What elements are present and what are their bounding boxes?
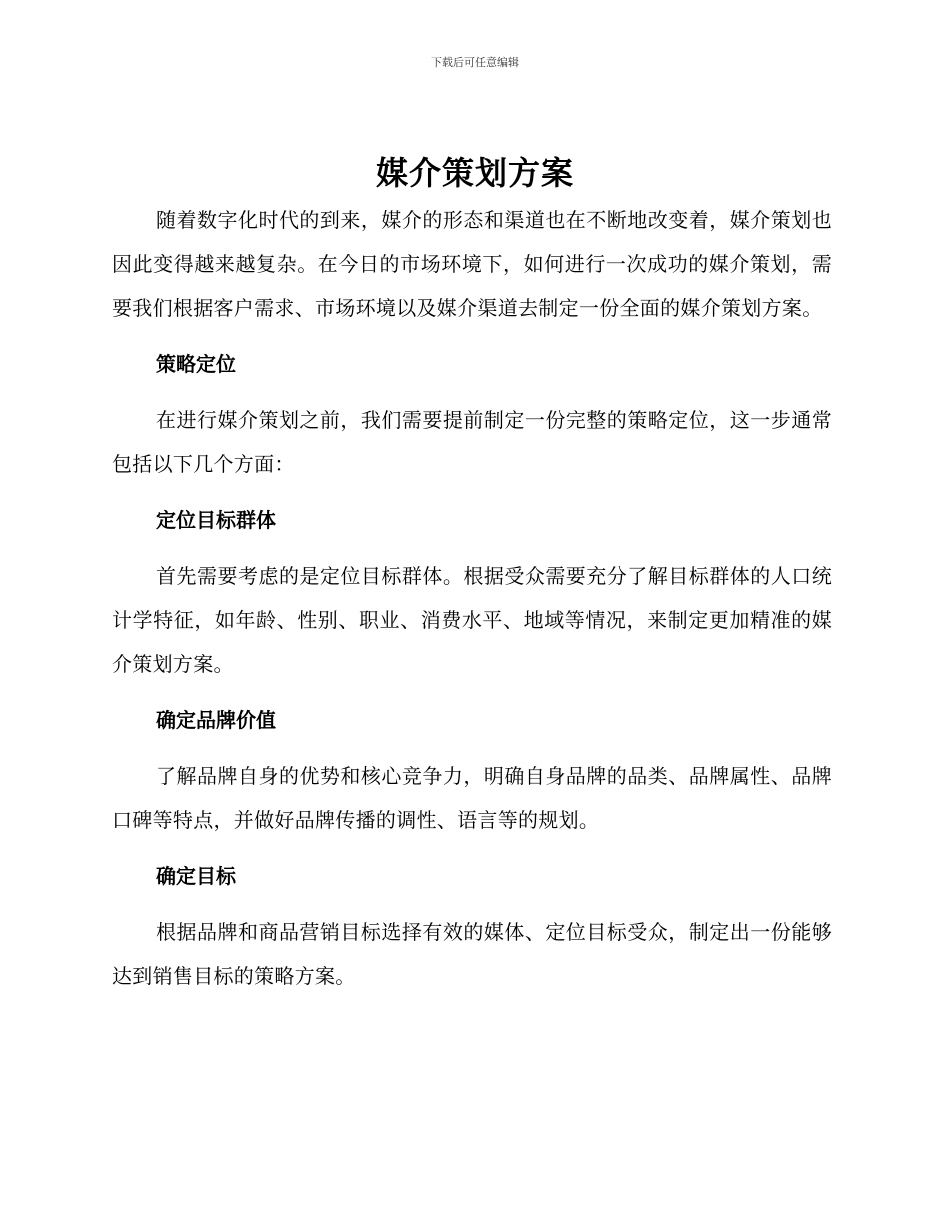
document-title: 媒介策划方案 bbox=[375, 154, 574, 192]
section-paragraph: 在进行媒介策划之前，我们需要提前制定一份完整的策略定位，这一步通常包括以下几个方面： bbox=[112, 408, 832, 476]
section-heading: 定位目标群体 bbox=[156, 508, 276, 532]
section-paragraph: 首先需要考虑的是定位目标群体。根据受众需要充分了解目标群体的人口统计学特征，如年龄、性别、职业、消费水平、地域等情况，来制定更加精准的媒介策划方案。 bbox=[112, 564, 832, 676]
section-paragraph: 了解品牌自身的优势和核心竞争力，明确自身品牌的品类、品牌属性、品牌口碑等特点，并做好品牌传播的调性、语言等的规划。 bbox=[112, 764, 832, 832]
section-heading: 确定目标 bbox=[156, 864, 236, 888]
header-note: 下载后可任意编辑 bbox=[431, 56, 519, 69]
intro-paragraph: 随着数字化时代的到来，媒介的形态和渠道也在不断地改变着，媒介策划也因此变得越来越复杂。在今日的市场环境下，如何进行一次成功的媒介策划，需要我们根据客户需求、市场环境以及媒介渠道去制定一份全面的媒介策划方案。 bbox=[112, 208, 832, 320]
section-paragraph: 根据品牌和商品营销目标选择有效的媒体、定位目标受众，制定出一份能够达到销售目标的策略方案。 bbox=[112, 920, 832, 988]
document-body bbox=[112, 198, 832, 1010]
section-heading: 策略定位 bbox=[156, 352, 236, 376]
section-heading: 确定品牌价值 bbox=[156, 708, 276, 732]
